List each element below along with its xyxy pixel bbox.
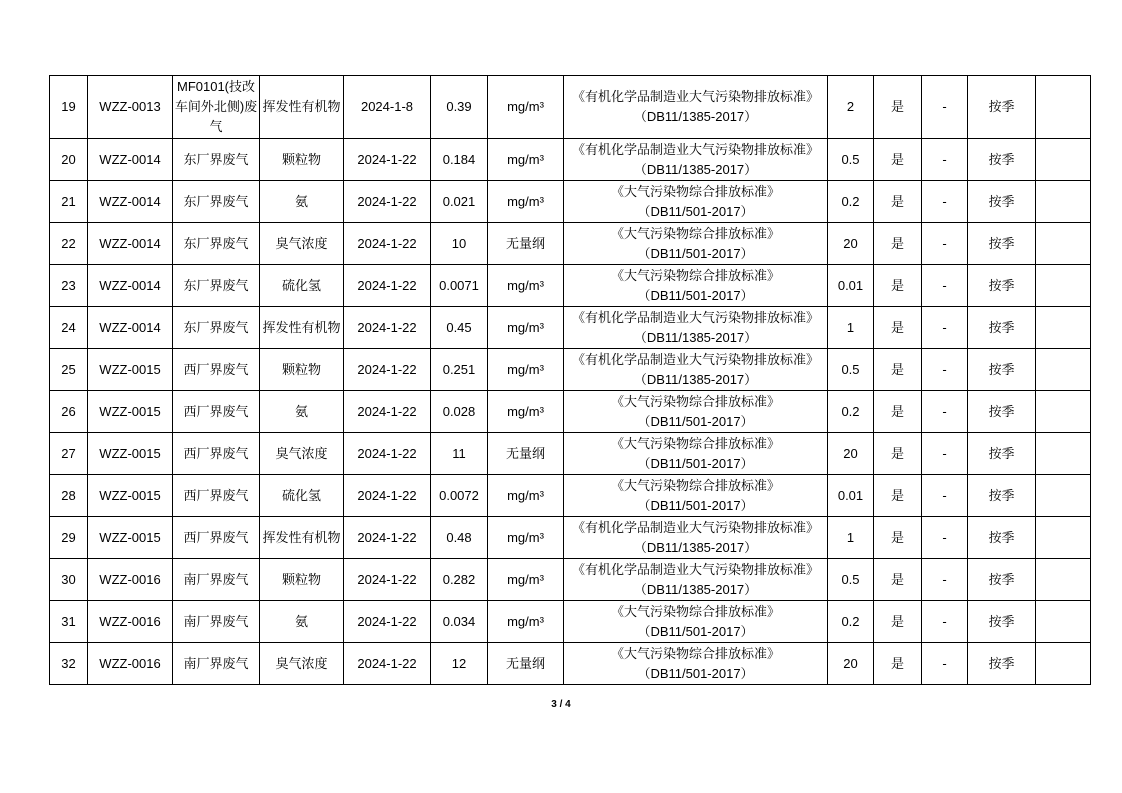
standard-name: 《有机化学品制造业大气污染物排放标准》 [571, 141, 819, 157]
remarks-cell [1036, 265, 1091, 307]
table-row [50, 391, 1091, 433]
monitoring-point-id-cell: WZZ-0013 [88, 76, 173, 139]
sampling-date-cell: 2024-1-22 [344, 433, 431, 475]
standard-code: （DB11/1385-2017） [633, 581, 758, 597]
exceedance-cell: - [922, 223, 968, 265]
table-row [50, 307, 1091, 349]
compliance-cell: 是 [874, 139, 922, 181]
unit-cell: mg/m³ [488, 349, 564, 391]
standard-code: （DB11/501-2017） [637, 203, 754, 219]
monitoring-location-cell: 东厂界废气 [173, 181, 260, 223]
emission-standard-cell [564, 643, 828, 685]
standard-code: （DB11/1385-2017） [633, 161, 758, 177]
monitoring-location-cell: 东厂界废气 [173, 265, 260, 307]
standard-name: 《大气污染物综合排放标准》 [610, 645, 780, 661]
pollutant-cell: 颗粒物 [260, 349, 344, 391]
table-row [50, 643, 1091, 685]
measured-value-cell: 0.034 [431, 601, 488, 643]
exceedance-cell: - [922, 307, 968, 349]
limit-value-cell: 1 [828, 517, 874, 559]
monitoring-location-cell: 西厂界废气 [173, 475, 260, 517]
monitoring-point-id-cell: WZZ-0015 [88, 391, 173, 433]
unit-cell: mg/m³ [488, 559, 564, 601]
monitoring-location-cell: 南厂界废气 [173, 601, 260, 643]
unit-cell: mg/m³ [488, 76, 564, 139]
limit-value-cell: 20 [828, 643, 874, 685]
monitoring-point-id-cell: WZZ-0014 [88, 139, 173, 181]
row-number-cell: 19 [50, 76, 88, 139]
exceedance-cell: - [922, 181, 968, 223]
pollutant-cell: 臭气浓度 [260, 433, 344, 475]
monitoring-point-id-cell: WZZ-0014 [88, 265, 173, 307]
table-row [50, 601, 1091, 643]
limit-value-cell: 20 [828, 223, 874, 265]
row-number-cell: 21 [50, 181, 88, 223]
emission-standard-cell [564, 349, 828, 391]
monitoring-frequency-cell: 按季 [968, 181, 1036, 223]
exceedance-cell: - [922, 349, 968, 391]
table-row [50, 475, 1091, 517]
monitoring-location-cell: 南厂界废气 [173, 643, 260, 685]
table-row [50, 349, 1091, 391]
monitoring-point-id-cell: WZZ-0016 [88, 643, 173, 685]
sampling-date-cell: 2024-1-22 [344, 349, 431, 391]
standard-code: （DB11/501-2017） [637, 413, 754, 429]
compliance-cell: 是 [874, 601, 922, 643]
remarks-cell [1036, 433, 1091, 475]
monitoring-point-id-cell: WZZ-0015 [88, 475, 173, 517]
exceedance-cell: - [922, 517, 968, 559]
remarks-cell [1036, 139, 1091, 181]
monitoring-location-cell: 东厂界废气 [173, 223, 260, 265]
standard-code: （DB11/501-2017） [637, 623, 754, 639]
monitoring-location-cell: MF0101(技改车间外北侧)废气 [173, 76, 260, 139]
standard-name: 《大气污染物综合排放标准》 [610, 477, 780, 493]
pollutant-cell: 挥发性有机物 [260, 76, 344, 139]
emission-standard-cell [564, 181, 828, 223]
limit-value-cell: 0.5 [828, 559, 874, 601]
unit-cell: mg/m³ [488, 517, 564, 559]
monitoring-location-cell: 西厂界废气 [173, 517, 260, 559]
sampling-date-cell: 2024-1-22 [344, 307, 431, 349]
remarks-cell [1036, 559, 1091, 601]
limit-value-cell: 0.2 [828, 181, 874, 223]
monitoring-point-id-cell: WZZ-0014 [88, 181, 173, 223]
measured-value-cell: 0.282 [431, 559, 488, 601]
monitoring-location-cell: 东厂界废气 [173, 139, 260, 181]
limit-value-cell: 1 [828, 307, 874, 349]
standard-name: 《大气污染物综合排放标准》 [610, 393, 780, 409]
measured-value-cell: 0.0071 [431, 265, 488, 307]
exceedance-cell: - [922, 265, 968, 307]
standard-code: （DB11/501-2017） [637, 455, 754, 471]
monitoring-point-id-cell: WZZ-0014 [88, 307, 173, 349]
monitoring-frequency-cell: 按季 [968, 475, 1036, 517]
measured-value-cell: 11 [431, 433, 488, 475]
monitoring-point-id-cell: WZZ-0014 [88, 223, 173, 265]
compliance-cell: 是 [874, 559, 922, 601]
monitoring-location-cell: 西厂界废气 [173, 391, 260, 433]
table-row [50, 265, 1091, 307]
monitoring-point-id-cell: WZZ-0016 [88, 601, 173, 643]
remarks-cell [1036, 643, 1091, 685]
sampling-date-cell: 2024-1-22 [344, 517, 431, 559]
exceedance-cell: - [922, 559, 968, 601]
standard-code: （DB11/1385-2017） [633, 371, 758, 387]
pollutant-cell: 臭气浓度 [260, 223, 344, 265]
row-number-cell: 22 [50, 223, 88, 265]
standard-name: 《有机化学品制造业大气污染物排放标准》 [571, 89, 819, 104]
monitoring-location-cell: 南厂界废气 [173, 559, 260, 601]
unit-cell: mg/m³ [488, 265, 564, 307]
sampling-date-cell: 2024-1-22 [344, 181, 431, 223]
standard-name: 《大气污染物综合排放标准》 [610, 267, 780, 283]
monitoring-point-id-cell: WZZ-0015 [88, 517, 173, 559]
standard-code: （DB11/501-2017） [637, 497, 754, 513]
compliance-cell: 是 [874, 475, 922, 517]
measured-value-cell: 0.39 [431, 76, 488, 139]
limit-value-cell: 0.01 [828, 475, 874, 517]
row-number-cell: 31 [50, 601, 88, 643]
monitoring-frequency-cell: 按季 [968, 517, 1036, 559]
standard-code: （DB11/1385-2017） [633, 109, 758, 124]
unit-cell: 无量纲 [488, 643, 564, 685]
row-number-cell: 32 [50, 643, 88, 685]
standard-code: （DB11/501-2017） [637, 245, 754, 261]
sampling-date-cell: 2024-1-22 [344, 391, 431, 433]
monitoring-frequency-cell: 按季 [968, 76, 1036, 139]
exceedance-cell: - [922, 475, 968, 517]
exceedance-cell: - [922, 601, 968, 643]
monitoring-frequency-cell: 按季 [968, 265, 1036, 307]
monitoring-frequency-cell: 按季 [968, 559, 1036, 601]
monitoring-location-cell: 西厂界废气 [173, 349, 260, 391]
row-number-cell: 30 [50, 559, 88, 601]
remarks-cell [1036, 76, 1091, 139]
measured-value-cell: 10 [431, 223, 488, 265]
standard-name: 《有机化学品制造业大气污染物排放标准》 [571, 519, 819, 535]
pollutant-cell: 颗粒物 [260, 139, 344, 181]
sampling-date-cell: 2024-1-8 [344, 76, 431, 139]
emission-standard-cell [564, 601, 828, 643]
sampling-date-cell: 2024-1-22 [344, 475, 431, 517]
emission-standard-cell [564, 475, 828, 517]
row-number-cell: 26 [50, 391, 88, 433]
unit-cell: mg/m³ [488, 601, 564, 643]
sampling-date-cell: 2024-1-22 [344, 265, 431, 307]
limit-value-cell: 0.2 [828, 391, 874, 433]
remarks-cell [1036, 475, 1091, 517]
pollutant-cell: 氨 [260, 391, 344, 433]
monitoring-frequency-cell: 按季 [968, 643, 1036, 685]
table-row [50, 433, 1091, 475]
sampling-date-cell: 2024-1-22 [344, 139, 431, 181]
pollutant-cell: 氨 [260, 601, 344, 643]
unit-cell: 无量纲 [488, 433, 564, 475]
sampling-date-cell: 2024-1-22 [344, 601, 431, 643]
limit-value-cell: 20 [828, 433, 874, 475]
compliance-cell: 是 [874, 349, 922, 391]
monitoring-frequency-cell: 按季 [968, 307, 1036, 349]
compliance-cell: 是 [874, 391, 922, 433]
measured-value-cell: 0.0072 [431, 475, 488, 517]
remarks-cell [1036, 391, 1091, 433]
remarks-cell [1036, 517, 1091, 559]
row-number-cell: 25 [50, 349, 88, 391]
monitoring-location-cell: 西厂界废气 [173, 433, 260, 475]
limit-value-cell: 0.01 [828, 265, 874, 307]
limit-value-cell: 2 [828, 76, 874, 139]
row-number-cell: 23 [50, 265, 88, 307]
standard-code: （DB11/1385-2017） [633, 329, 758, 345]
standard-code: （DB11/501-2017） [637, 665, 754, 681]
pollutant-cell: 挥发性有机物 [260, 307, 344, 349]
standard-name: 《大气污染物综合排放标准》 [610, 225, 780, 241]
standard-code: （DB11/1385-2017） [633, 539, 758, 555]
table-row [50, 223, 1091, 265]
remarks-cell [1036, 601, 1091, 643]
monitoring-frequency-cell: 按季 [968, 433, 1036, 475]
compliance-cell: 是 [874, 643, 922, 685]
standard-name: 《大气污染物综合排放标准》 [610, 183, 780, 199]
limit-value-cell: 0.2 [828, 601, 874, 643]
emission-standard-cell [564, 139, 828, 181]
pollutant-cell: 臭气浓度 [260, 643, 344, 685]
row-number-cell: 27 [50, 433, 88, 475]
exceedance-cell: - [922, 391, 968, 433]
table-body [50, 76, 1091, 685]
sampling-date-cell: 2024-1-22 [344, 643, 431, 685]
compliance-cell: 是 [874, 517, 922, 559]
emission-standard-cell [564, 559, 828, 601]
exceedance-cell: - [922, 643, 968, 685]
exceedance-cell: - [922, 433, 968, 475]
monitoring-frequency-cell: 按季 [968, 601, 1036, 643]
measured-value-cell: 0.251 [431, 349, 488, 391]
standard-name: 《有机化学品制造业大气污染物排放标准》 [571, 351, 819, 367]
page-number: 3 / 4 [551, 699, 571, 710]
measured-value-cell: 0.021 [431, 181, 488, 223]
monitoring-frequency-cell: 按季 [968, 349, 1036, 391]
compliance-cell: 是 [874, 265, 922, 307]
compliance-cell: 是 [874, 223, 922, 265]
compliance-cell: 是 [874, 76, 922, 139]
unit-cell: mg/m³ [488, 475, 564, 517]
unit-cell: mg/m³ [488, 139, 564, 181]
monitoring-frequency-cell: 按季 [968, 391, 1036, 433]
emission-standard-cell [564, 307, 828, 349]
measured-value-cell: 0.184 [431, 139, 488, 181]
measured-value-cell: 0.48 [431, 517, 488, 559]
table-row [50, 139, 1091, 181]
limit-value-cell: 0.5 [828, 349, 874, 391]
limit-value-cell: 0.5 [828, 139, 874, 181]
remarks-cell [1036, 349, 1091, 391]
table-row [50, 76, 1091, 139]
monitoring-point-id-cell: WZZ-0015 [88, 349, 173, 391]
row-number-cell: 29 [50, 517, 88, 559]
emission-standard-cell [564, 517, 828, 559]
remarks-cell [1036, 223, 1091, 265]
standard-name: 《有机化学品制造业大气污染物排放标准》 [571, 561, 819, 577]
measured-value-cell: 0.028 [431, 391, 488, 433]
monitoring-point-id-cell: WZZ-0015 [88, 433, 173, 475]
pollutant-cell: 硫化氢 [260, 265, 344, 307]
emission-standard-cell [564, 223, 828, 265]
monitoring-location-cell: 东厂界废气 [173, 307, 260, 349]
standard-name: 《有机化学品制造业大气污染物排放标准》 [571, 309, 819, 325]
monitoring-point-id-cell: WZZ-0016 [88, 559, 173, 601]
unit-cell: mg/m³ [488, 181, 564, 223]
remarks-cell [1036, 181, 1091, 223]
sampling-date-cell: 2024-1-22 [344, 559, 431, 601]
unit-cell: mg/m³ [488, 391, 564, 433]
emission-standard-cell [564, 76, 828, 139]
table-row [50, 559, 1091, 601]
pollutant-cell: 颗粒物 [260, 559, 344, 601]
compliance-cell: 是 [874, 181, 922, 223]
monitoring-results-table [49, 75, 1091, 685]
standard-name: 《大气污染物综合排放标准》 [610, 435, 780, 451]
measured-value-cell: 0.45 [431, 307, 488, 349]
pollutant-cell: 硫化氢 [260, 475, 344, 517]
emission-standard-cell [564, 265, 828, 307]
unit-cell: 无量纲 [488, 223, 564, 265]
standard-name: 《大气污染物综合排放标准》 [610, 603, 780, 619]
table-row [50, 181, 1091, 223]
exceedance-cell: - [922, 139, 968, 181]
pollutant-cell: 挥发性有机物 [260, 517, 344, 559]
compliance-cell: 是 [874, 307, 922, 349]
emission-standard-cell [564, 391, 828, 433]
row-number-cell: 20 [50, 139, 88, 181]
row-number-cell: 28 [50, 475, 88, 517]
table-row [50, 517, 1091, 559]
monitoring-frequency-cell: 按季 [968, 223, 1036, 265]
measured-value-cell: 12 [431, 643, 488, 685]
pollutant-cell: 氨 [260, 181, 344, 223]
monitoring-frequency-cell: 按季 [968, 139, 1036, 181]
remarks-cell [1036, 307, 1091, 349]
exceedance-cell: - [922, 76, 968, 139]
unit-cell: mg/m³ [488, 307, 564, 349]
row-number-cell: 24 [50, 307, 88, 349]
emission-standard-cell [564, 433, 828, 475]
sampling-date-cell: 2024-1-22 [344, 223, 431, 265]
compliance-cell: 是 [874, 433, 922, 475]
standard-code: （DB11/501-2017） [637, 287, 754, 303]
